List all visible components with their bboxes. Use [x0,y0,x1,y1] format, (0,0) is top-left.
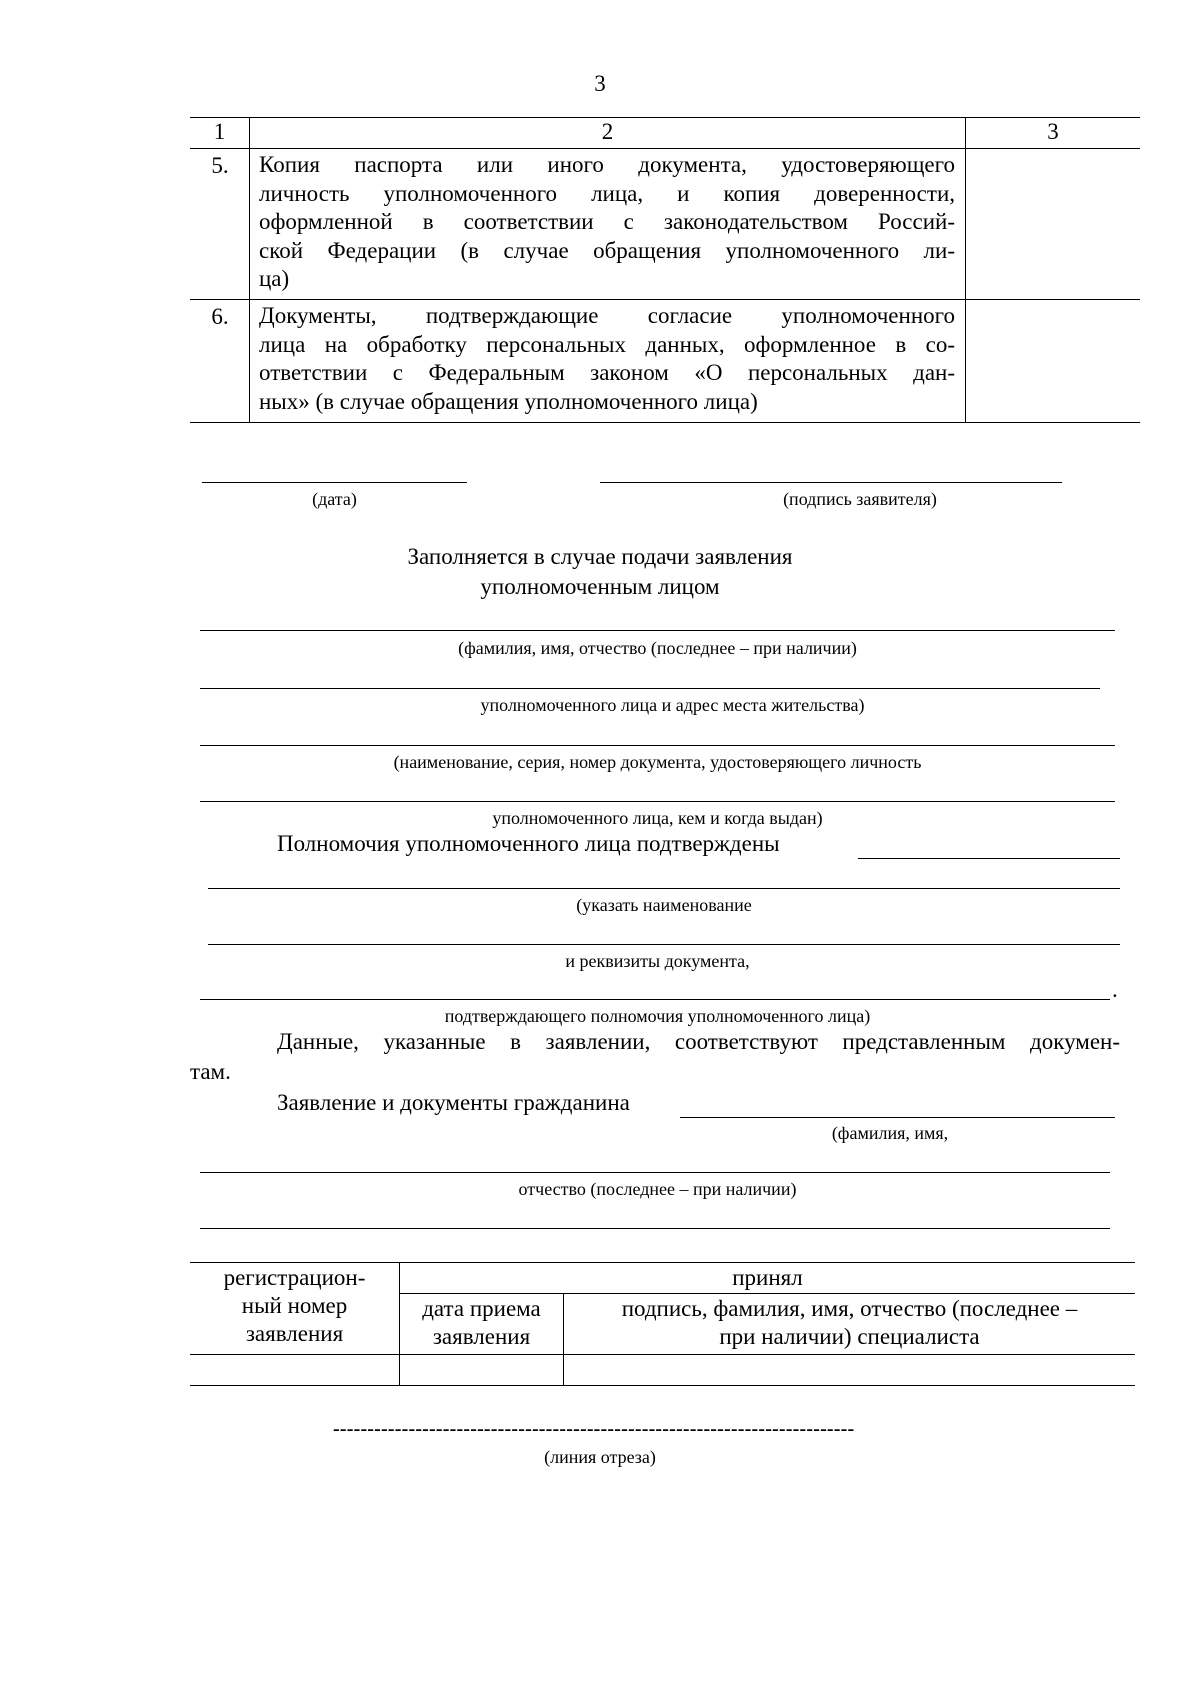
fill-line [200,1228,1110,1229]
representative-heading: Заполняется в случае подачи заявления [407,544,793,569]
table-row-number: 6. [211,304,229,329]
table-border-top [190,1262,1135,1263]
representative-heading: уполномоченным лицом [480,574,720,599]
fill-caption: уполномоченного лица и адрес места жительства) [480,695,865,715]
date-line [202,482,467,483]
fill-line [858,858,1120,859]
text-line: оформленной в соответствии с законодательством Россий- [259,209,955,235]
table-row-number: 5. [211,153,229,178]
specialist-header [564,1295,1135,1351]
text-line: Копия паспорта или иного документа, удостоверяющего [259,152,955,177]
fill-line [200,630,1115,631]
fill-line [208,888,1120,889]
fill-caption: и реквизиты документа, [565,951,750,971]
text-line: ской Федерации (в случае обращения уполномоченного ли- [259,237,955,263]
fill-caption: (указать наименование [576,895,752,915]
reg-number-header [190,1264,399,1348]
table-header-col3: 3 [1047,119,1059,144]
fill-caption: уполномоченного лица, кем и когда выдан) [492,808,823,828]
table-subheader-line [399,1293,1135,1294]
fill-line [200,801,1115,802]
fill-caption: отчество (последнее – при наличии) [518,1179,797,1199]
fill-line [200,1172,1110,1173]
match-paragraph [190,1028,1120,1056]
table-row-text [259,151,955,294]
fill-line [680,1117,1115,1118]
page-number: 3 [594,71,606,96]
table-row-divider [190,299,1140,300]
powers-text: Полномочия уполномоченного лица подтверждены [277,831,780,856]
fill-caption: (фамилия, имя, отчество (последнее – при наличии) [458,638,857,658]
table-header-bottom [190,1354,1135,1355]
text-line: ных» (в случае обращения уполномоченного лица) [259,388,758,414]
fill-caption: (наименование, серия, номер документа, удостоверяющего личность [393,752,922,772]
table-row-text [259,302,955,416]
header-line: заявления [432,1324,531,1349]
text-line: там. [190,1059,231,1084]
fill-caption: (фамилия, имя, [831,1123,949,1143]
acceptance-date-header [400,1295,563,1351]
table-header-col1: 1 [213,119,226,144]
cut-line: ---------------------------------------------------------------------------- [333,1418,855,1440]
fill-line [200,688,1100,689]
header-line: дата приема [422,1296,541,1321]
text-line: личность уполномоченного лица, и копия доверенности, [259,180,955,206]
text-line: лица на обработку персональных данных, оформленное в со- [259,331,955,357]
header-line: подпись, фамилия, имя, отчество (последнее – [621,1296,1078,1321]
fill-line [200,999,1110,1000]
table-border-bottom [190,1385,1135,1386]
fill-line [200,745,1115,746]
table-col-divider [249,117,250,422]
accepted-header: принял [732,1265,803,1290]
table-header-bottom [190,148,1140,149]
text-line: Документы, подтверждающие согласие уполномоченного [259,303,955,328]
fill-line [208,944,1120,945]
header-line: регистрацион- [223,1265,366,1290]
header-line: ный номер [241,1293,348,1318]
text-line: Данные, указанные в заявлении, соответствуют представленным докумен- [277,1029,1120,1054]
table-header-col2: 2 [601,119,614,144]
table-border-bottom [190,422,1140,423]
cut-line-caption: (линия отреза) [544,1447,656,1467]
text-line: ца) [259,266,290,292]
signature-line [600,482,1062,483]
date-caption: (дата) [312,489,357,509]
text-line: ответствии с Федеральным законом «О персональных дан- [259,360,955,386]
citizen-text: Заявление и документы гражданина [277,1090,630,1115]
signature-caption: (подпись заявителя) [783,489,937,509]
header-line: заявления [245,1321,344,1346]
header-line: при наличии) специалиста [719,1324,980,1349]
table-col-divider [965,117,966,422]
fill-caption: подтверждающего полномочия уполномоченного лица) [444,1006,871,1026]
trailing-dot: . [1112,977,1118,1002]
